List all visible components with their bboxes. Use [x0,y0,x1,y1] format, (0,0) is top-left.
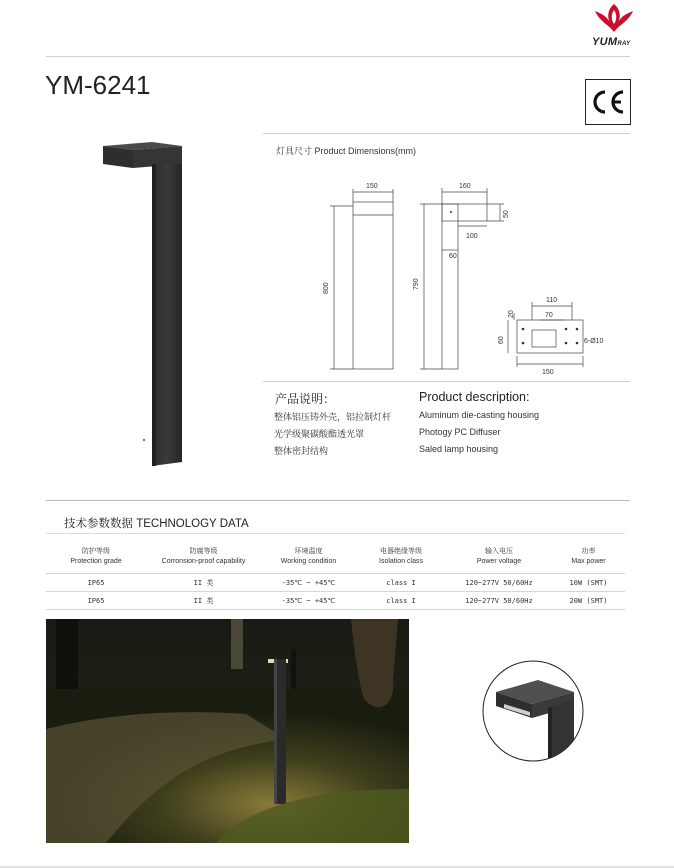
dim-front-width: 150 [366,183,378,190]
tech-header-isolation: 电器绝缘等级 Isolation class [379,548,423,565]
description-en-line: Photogy PC Diffuser [419,427,501,437]
dim-base-offset: 20 [508,310,515,318]
dim-side-head-height: 50 [503,210,510,218]
description-en-heading: Product description: [419,390,530,404]
ce-mark-icon [585,79,631,125]
dim-base-holes: 6-Ø10 [584,338,604,345]
table-cell: IP65 [46,574,146,592]
tech-divider [46,500,630,501]
product-photo [100,140,190,470]
tech-header-row [46,541,625,574]
model-title: YM-6241 [45,70,151,100]
dim-base-inner-width: 70 [545,312,553,319]
table-cell: 20W (SMT) [552,592,625,610]
description-divider [263,381,630,382]
table-cell: -35℃ ~ +45℃ [261,592,356,610]
dim-base-outer-width: 110 [546,297,558,304]
dim-side-head-length: 160 [459,183,471,190]
table-cell: class I [356,592,446,610]
brand-name: YUM [592,36,618,48]
dimensions-divider [263,133,630,134]
detail-photo [482,660,584,762]
description-cn-line: 光学级聚碳酸酯透光罩 [274,429,365,439]
brand-logo-icon [592,2,636,36]
brand-suffix: RAY [617,41,631,47]
table-cell: II 类 [146,574,261,592]
table-cell: IP65 [46,592,146,610]
dim-side-height: 790 [413,278,420,290]
table-row [46,574,625,592]
installation-photo [46,619,409,843]
brand-wordmark [592,36,630,48]
tech-table [46,541,625,610]
dim-base-total-width: 150 [542,369,554,376]
description-cn-heading: 产品说明： [275,392,336,406]
tech-header-corrosion: 防腐等级 Corronsion-proof capability [161,548,246,565]
dim-side-pole-width: 60 [449,253,457,260]
description-en-list [419,410,539,461]
table-cell: 10W (SMT) [552,574,625,592]
tech-header-working: 环境温度 Working condition [280,548,337,565]
table-cell: 120~277V 50/60Hz [446,592,552,610]
tech-header-voltage: 输入电压 Power voltage [476,548,522,565]
description-cn-line: 整体铝压铸外壳，铝拉制灯杆 [274,412,392,422]
tech-header-power: 功率 Max power [571,548,606,565]
table-cell: 120~277V 50/60Hz [446,574,552,592]
tech-title-underline [46,533,625,534]
dimensions-title: 灯具尺寸 Product Dimensions(mm) [276,146,417,156]
description-en-line: Aluminum die-casting housing [419,410,540,420]
tech-title: 技术参数数据 TECHNOLOGY DATA [64,518,249,530]
dim-front-height: 800 [323,282,330,294]
dimension-drawing [320,178,620,380]
description-en-line: Saled lamp housing [419,444,499,454]
tech-header-protection: 防护等级 Protection grade [70,548,122,565]
description-cn-list [274,410,391,461]
dim-side-head-inner: 100 [466,233,478,240]
table-cell: -35℃ ~ +45℃ [261,574,356,592]
table-cell: class I [356,574,446,592]
table-cell: II 类 [146,592,261,610]
header-divider [46,56,630,57]
table-row [46,592,625,610]
description-cn-line: 整体密封结构 [274,446,329,456]
dim-base-depth: 60 [498,336,505,344]
